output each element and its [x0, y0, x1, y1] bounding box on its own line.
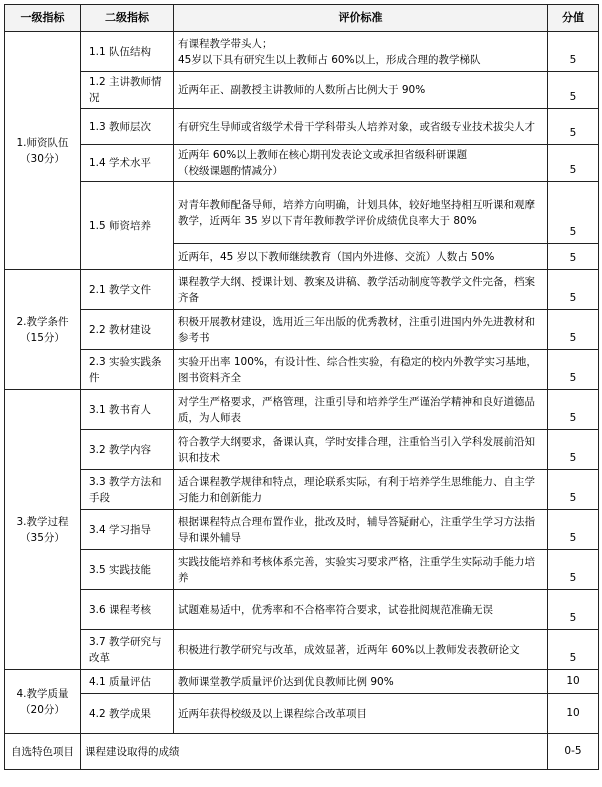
criteria-cell — [174, 510, 548, 550]
criteria-cell — [174, 470, 548, 510]
table-row — [5, 145, 599, 182]
criteria-cell — [174, 694, 548, 734]
score-cell: 5 — [548, 244, 599, 270]
criteria-line: 积极进行教学研究与改革，成效显著，近两年 60%以上教师发表教研论文 — [178, 643, 520, 656]
table-row — [5, 270, 599, 310]
criteria-line: 有研究生导师或省级学术骨干学科带头人培养对象，或省级专业技术拔尖人才 — [178, 120, 535, 133]
score-cell: 5 — [548, 145, 599, 182]
featured-score: 0-5 — [548, 734, 599, 770]
evaluation-table — [4, 4, 599, 770]
level1-name: 1.师资队伍 — [16, 136, 69, 149]
level2-cell: 1.1 队伍结构 — [81, 32, 174, 72]
level2-cell: 2.3 实验实践条件 — [81, 350, 174, 390]
level1-name: 4.教学质量 — [16, 687, 69, 700]
level1-points: （20分） — [20, 703, 65, 716]
header-level2: 二级指标 — [81, 5, 174, 32]
level1-cell — [5, 670, 81, 734]
criteria-line: 试题难易适中，优秀率和不合格率符合要求，试卷批阅规范准确无误 — [178, 603, 493, 616]
table-row — [5, 590, 599, 630]
table-row — [5, 310, 599, 350]
level1-points: （35分） — [20, 531, 65, 544]
table-row — [5, 430, 599, 470]
level1-name: 2.教学条件 — [16, 315, 69, 328]
level2-cell: 2.1 教学文件 — [81, 270, 174, 310]
criteria-line: 符合教学大纲要求，备课认真，学时安排合理，注重恰当引入学科发展前沿知识和技术 — [178, 435, 535, 464]
table-row — [5, 182, 599, 244]
table-row-featured — [5, 734, 599, 770]
criteria-cell — [174, 350, 548, 390]
level2-cell: 4.2 教学成果 — [81, 694, 174, 734]
table-row — [5, 694, 599, 734]
criteria-line: 近两年，45 岁以下教师继续教育（国内外进修、交流）人数占 50% — [178, 250, 495, 263]
criteria-line: 教师课堂教学质量评价达到优良教师比例 90% — [178, 675, 394, 688]
level2-cell: 3.2 教学内容 — [81, 430, 174, 470]
criteria-line: 实践技能培养和考核体系完善，实验实习要求严格，注重学生实际动手能力培养 — [178, 555, 535, 584]
level2-cell: 1.2 主讲教师情况 — [81, 72, 174, 109]
level2-cell: 1.5 师资培养 — [81, 182, 174, 270]
table-row — [5, 350, 599, 390]
criteria-line: 近两年 60%以上教师在核心期刊发表论文或承担省级科研课题 — [178, 149, 468, 161]
header-score: 分值 — [548, 5, 599, 32]
score-cell: 5 — [548, 270, 599, 310]
criteria-cell — [174, 182, 548, 244]
score-cell: 5 — [548, 510, 599, 550]
level2-cell: 3.6 课程考核 — [81, 590, 174, 630]
score-cell: 5 — [548, 470, 599, 510]
score-cell: 5 — [548, 350, 599, 390]
criteria-cell — [174, 244, 548, 270]
criteria-line: 对青年教师配备导师，培养方向明确，计划具体，较好地坚持相互听课和观摩教学，近两年 35 岁以下青年教师教学评价成绩优良率大于 80% — [178, 198, 535, 227]
score-cell: 5 — [548, 72, 599, 109]
table-row — [5, 670, 599, 694]
score-cell: 5 — [548, 550, 599, 590]
criteria-line: 近两年获得校级及以上课程综合改革项目 — [178, 707, 367, 720]
criteria-line: 实验开出率 100%，有设计性、综合性实验，有稳定的校内外教学实习基地，图书资料齐全 — [178, 355, 537, 384]
criteria-line: 适合课程教学规律和特点，理论联系实际，有利于培养学生思维能力、自主学习能力和创新能力 — [178, 475, 535, 504]
header-level1: 一级指标 — [5, 5, 81, 32]
table-row — [5, 109, 599, 145]
table-row — [5, 550, 599, 590]
criteria-cell — [174, 670, 548, 694]
criteria-line: 对学生严格要求，严格管理，注重引导和培养学生严谨治学精神和良好道德品质，为人师表 — [178, 395, 535, 424]
table-body — [5, 32, 599, 770]
criteria-line: 课程教学大纲、授课计划、教案及讲稿、教学活动制度等教学文件完备，档案齐备 — [178, 275, 535, 304]
table-row — [5, 390, 599, 430]
level1-name: 3.教学过程 — [16, 515, 69, 528]
level2-cell: 3.1 教书育人 — [81, 390, 174, 430]
level2-cell: 4.1 质量评估 — [81, 670, 174, 694]
score-cell: 5 — [548, 390, 599, 430]
level1-cell — [5, 32, 81, 270]
score-cell: 5 — [548, 109, 599, 145]
criteria-line: （校级课题酌情减分） — [178, 165, 283, 177]
score-cell: 5 — [548, 590, 599, 630]
score-cell: 10 — [548, 694, 599, 734]
level2-cell: 1.3 教师层次 — [81, 109, 174, 145]
table-row — [5, 630, 599, 670]
header-criteria: 评价标准 — [174, 5, 548, 32]
featured-label: 自选特色项目 — [5, 734, 81, 770]
level2-cell: 3.7 教学研究与改革 — [81, 630, 174, 670]
criteria-line: 根据课程特点合理布置作业，批改及时，辅导答疑耐心，注重学生学习方法指导和课外辅导 — [178, 515, 535, 544]
criteria-cell — [174, 109, 548, 145]
criteria-cell — [174, 310, 548, 350]
level1-cell — [5, 270, 81, 390]
score-cell: 5 — [548, 32, 599, 72]
table-row — [5, 32, 599, 72]
criteria-cell — [174, 390, 548, 430]
table-row — [5, 470, 599, 510]
table-row — [5, 510, 599, 550]
level2-cell: 1.4 学术水平 — [81, 145, 174, 182]
criteria-cell — [174, 145, 548, 182]
criteria-cell — [174, 590, 548, 630]
score-cell: 5 — [548, 182, 599, 244]
criteria-line: 45岁以下具有研究生以上教师占 60%以上，形成合理的教学梯队 — [178, 53, 481, 66]
level1-cell — [5, 390, 81, 670]
level2-cell: 3.3 教学方法和手段 — [81, 470, 174, 510]
criteria-cell — [174, 32, 548, 72]
featured-criteria: 课程建设取得的成绩 — [81, 734, 548, 770]
criteria-line: 积极开展教材建设，选用近三年出版的优秀教材，注重引进国内外先进教材和参考书 — [178, 315, 535, 344]
score-cell: 5 — [548, 630, 599, 670]
level1-points: （30分） — [20, 152, 65, 165]
level2-cell: 2.2 教材建设 — [81, 310, 174, 350]
score-cell: 5 — [548, 310, 599, 350]
score-cell: 5 — [548, 430, 599, 470]
table-row — [5, 72, 599, 109]
criteria-cell — [174, 630, 548, 670]
level2-cell: 3.4 学习指导 — [81, 510, 174, 550]
criteria-cell — [174, 72, 548, 109]
criteria-cell — [174, 550, 548, 590]
criteria-line: 有课程教学带头人； — [178, 37, 273, 50]
criteria-cell — [174, 430, 548, 470]
score-cell: 10 — [548, 670, 599, 694]
table-header-row — [5, 5, 599, 32]
level1-points: （15分） — [20, 331, 65, 344]
level2-cell: 3.5 实践技能 — [81, 550, 174, 590]
criteria-line: 近两年正、副教授主讲教师的人数所占比例大于 90% — [178, 84, 426, 96]
criteria-cell — [174, 270, 548, 310]
